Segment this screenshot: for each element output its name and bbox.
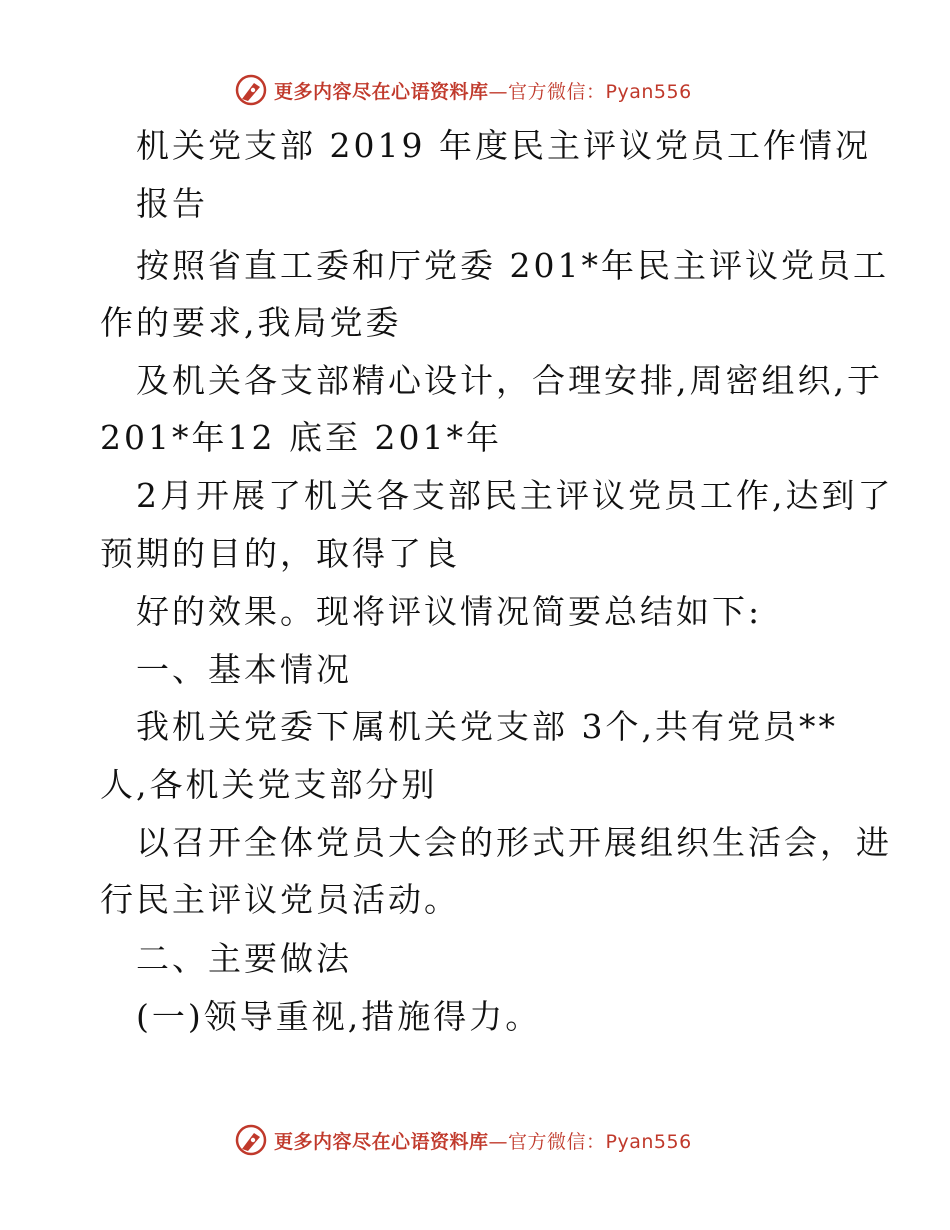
watermark-handle: Pyan556 [605,80,692,103]
footer-watermark [234,1122,692,1158]
paragraph-line: 及机关各支部精心设计，合理安排,周密组织,于 [136,361,883,400]
paragraph-line: 2月开展了机关各支部民主评议党员工作,达到了 [136,476,894,515]
doc-title-line-1: 机关党支部 2019 年度民主评议党员工作情况 [136,126,871,165]
pen-nib-circle-icon [234,73,268,107]
watermark-handle: Pyan556 [605,1130,692,1153]
paragraph-line: 好的效果。现将评议情况简要总结如下: [136,592,763,631]
paragraph-line: 行民主评议党员活动。 [100,880,460,919]
header-watermark [234,72,692,108]
paragraph-line: 201*年12 底至 201*年 [100,418,502,457]
paragraph-line: 人,各机关党支部分别 [100,765,438,804]
section-heading: 一、基本情况 [136,650,352,689]
watermark-separator: — [488,80,509,103]
paragraph-line: 以召开全体党员大会的形式开展组织生活会，进 [136,823,892,862]
doc-title-line-2: 报告 [136,184,208,223]
subsection-heading: (一)领导重视,措施得力。 [136,997,542,1036]
paragraph-line: 作的要求,我局党委 [100,303,402,342]
pen-nib-circle-icon [234,1123,268,1157]
watermark-brand-text: 更多内容尽在心语资料库 [274,80,489,103]
watermark-official-text: 官方微信： [508,1130,606,1153]
watermark-brand-text: 更多内容尽在心语资料库 [274,1130,489,1153]
section-heading: 二、主要做法 [136,939,352,978]
paragraph-line: 我机关党委下属机关党支部 3个,共有党员** [136,707,838,746]
paragraph-line: 预期的目的，取得了良 [100,534,460,573]
watermark-separator: — [488,1130,509,1153]
watermark-official-text: 官方微信： [508,80,606,103]
paragraph-line: 按照省直工委和厅党委 201*年民主评议党员工 [136,246,889,285]
